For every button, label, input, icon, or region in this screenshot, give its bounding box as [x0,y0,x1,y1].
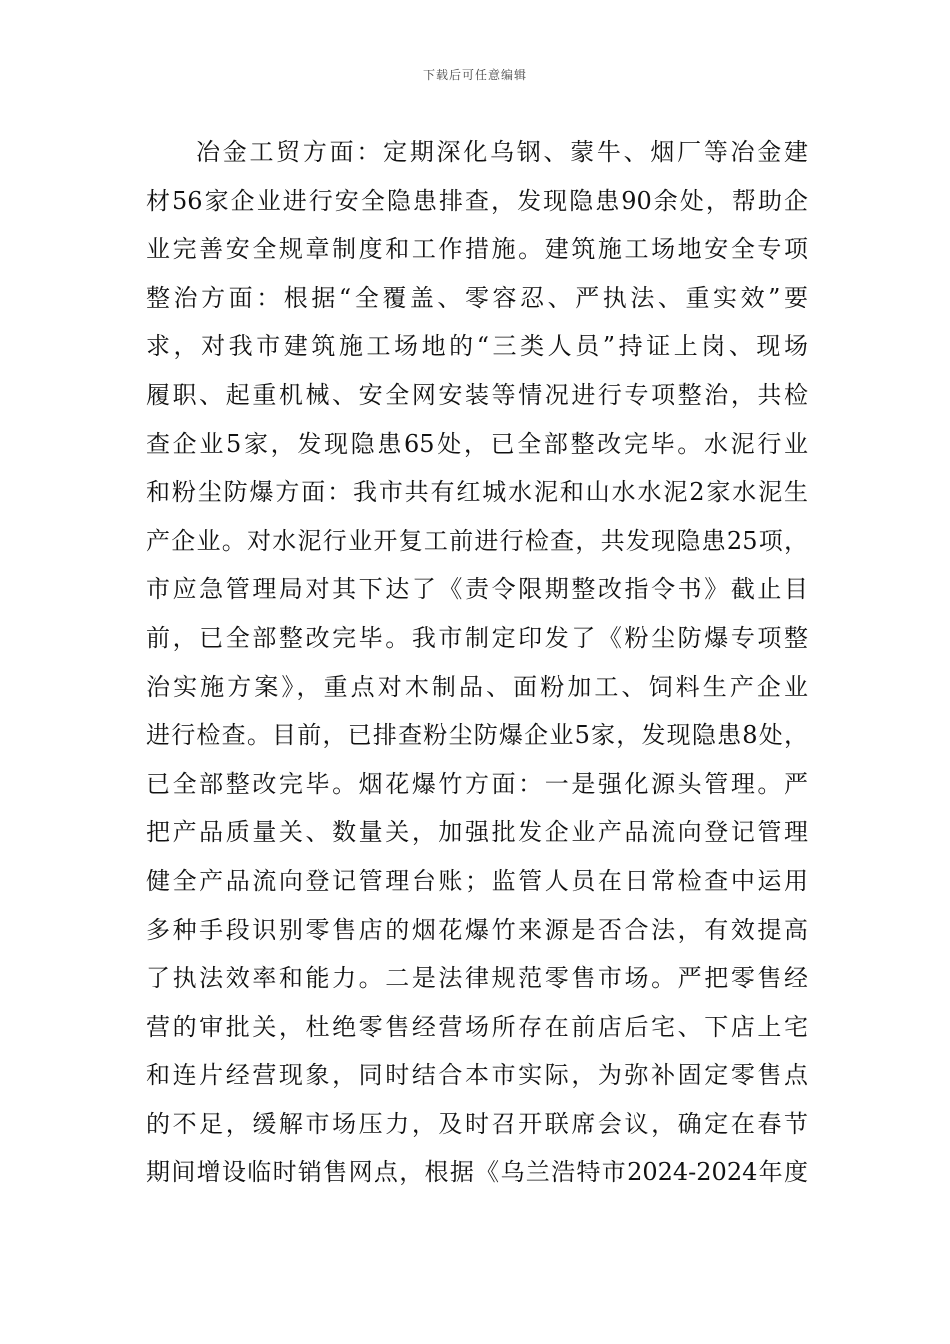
paragraph-line: 了执法效率和能力。二是法律规范零售市场。严把零售经 [146,964,808,993]
paragraph-line: 市应急管理局对其下达了《责令限期整改指令书》截止目 [146,575,808,604]
paragraph-line: 材56家企业进行安全隐患排查，发现隐患90余处，帮助企 [146,186,808,215]
body-paragraph [146,128,808,1197]
paragraph-line: 健全产品流向登记管理台账；监管人员在日常检查中运用 [146,866,808,895]
paragraph-line: 前，已全部整改完毕。我市制定印发了《粉尘防爆专项整 [146,623,808,652]
paragraph-line: 和粉尘防爆方面：我市共有红城水泥和山水水泥2家水泥生 [146,478,808,507]
paragraph-line: 求，对我市建筑施工场地的“三类人员”持证上岗、现场 [146,332,808,361]
paragraph-line: 多种手段识别零售店的烟花爆竹来源是否合法，有效提高 [146,915,808,944]
paragraph-line: 整治方面：根据“全覆盖、零容忍、严执法、重实效”要 [146,283,808,312]
paragraph-line: 查企业5家，发现隐患65处，已全部整改完毕。水泥行业 [146,429,808,458]
paragraph-line: 期间增设临时销售网点，根据《乌兰浩特市2024-2024年度 [146,1158,808,1187]
paragraph-line: 冶金工贸方面：定期深化乌钢、蒙牛、烟厂等冶金建 [196,138,808,166]
paragraph-line: 履职、起重机械、安全网安装等情况进行专项整治，共检 [146,380,808,409]
paragraph-line: 业完善安全规章制度和工作措施。建筑施工场地安全专项 [146,235,808,264]
paragraph-line: 已全部整改完毕。烟花爆竹方面：一是强化源头管理。严 [146,769,808,798]
paragraph-line: 和连片经营现象，同时结合本市实际，为弥补固定零售点 [146,1061,808,1090]
paragraph-line: 的不足，缓解市场压力，及时召开联席会议，确定在春节 [146,1109,808,1138]
paragraph-line: 营的审批关，杜绝零售经营场所存在前店后宅、下店上宅 [146,1012,808,1041]
paragraph-line: 治实施方案》，重点对木制品、面粉加工、饲料生产企业 [146,672,808,701]
paragraph-line: 产企业。对水泥行业开复工前进行检查，共发现隐患25项， [146,526,808,555]
header-note: 下载后可任意编辑 [422,68,527,82]
paragraph-line: 进行检查。目前，已排查粉尘防爆企业5家，发现隐患8处， [146,721,808,750]
paragraph-line: 把产品质量关、数量关，加强批发企业产品流向登记管理 [146,818,808,847]
